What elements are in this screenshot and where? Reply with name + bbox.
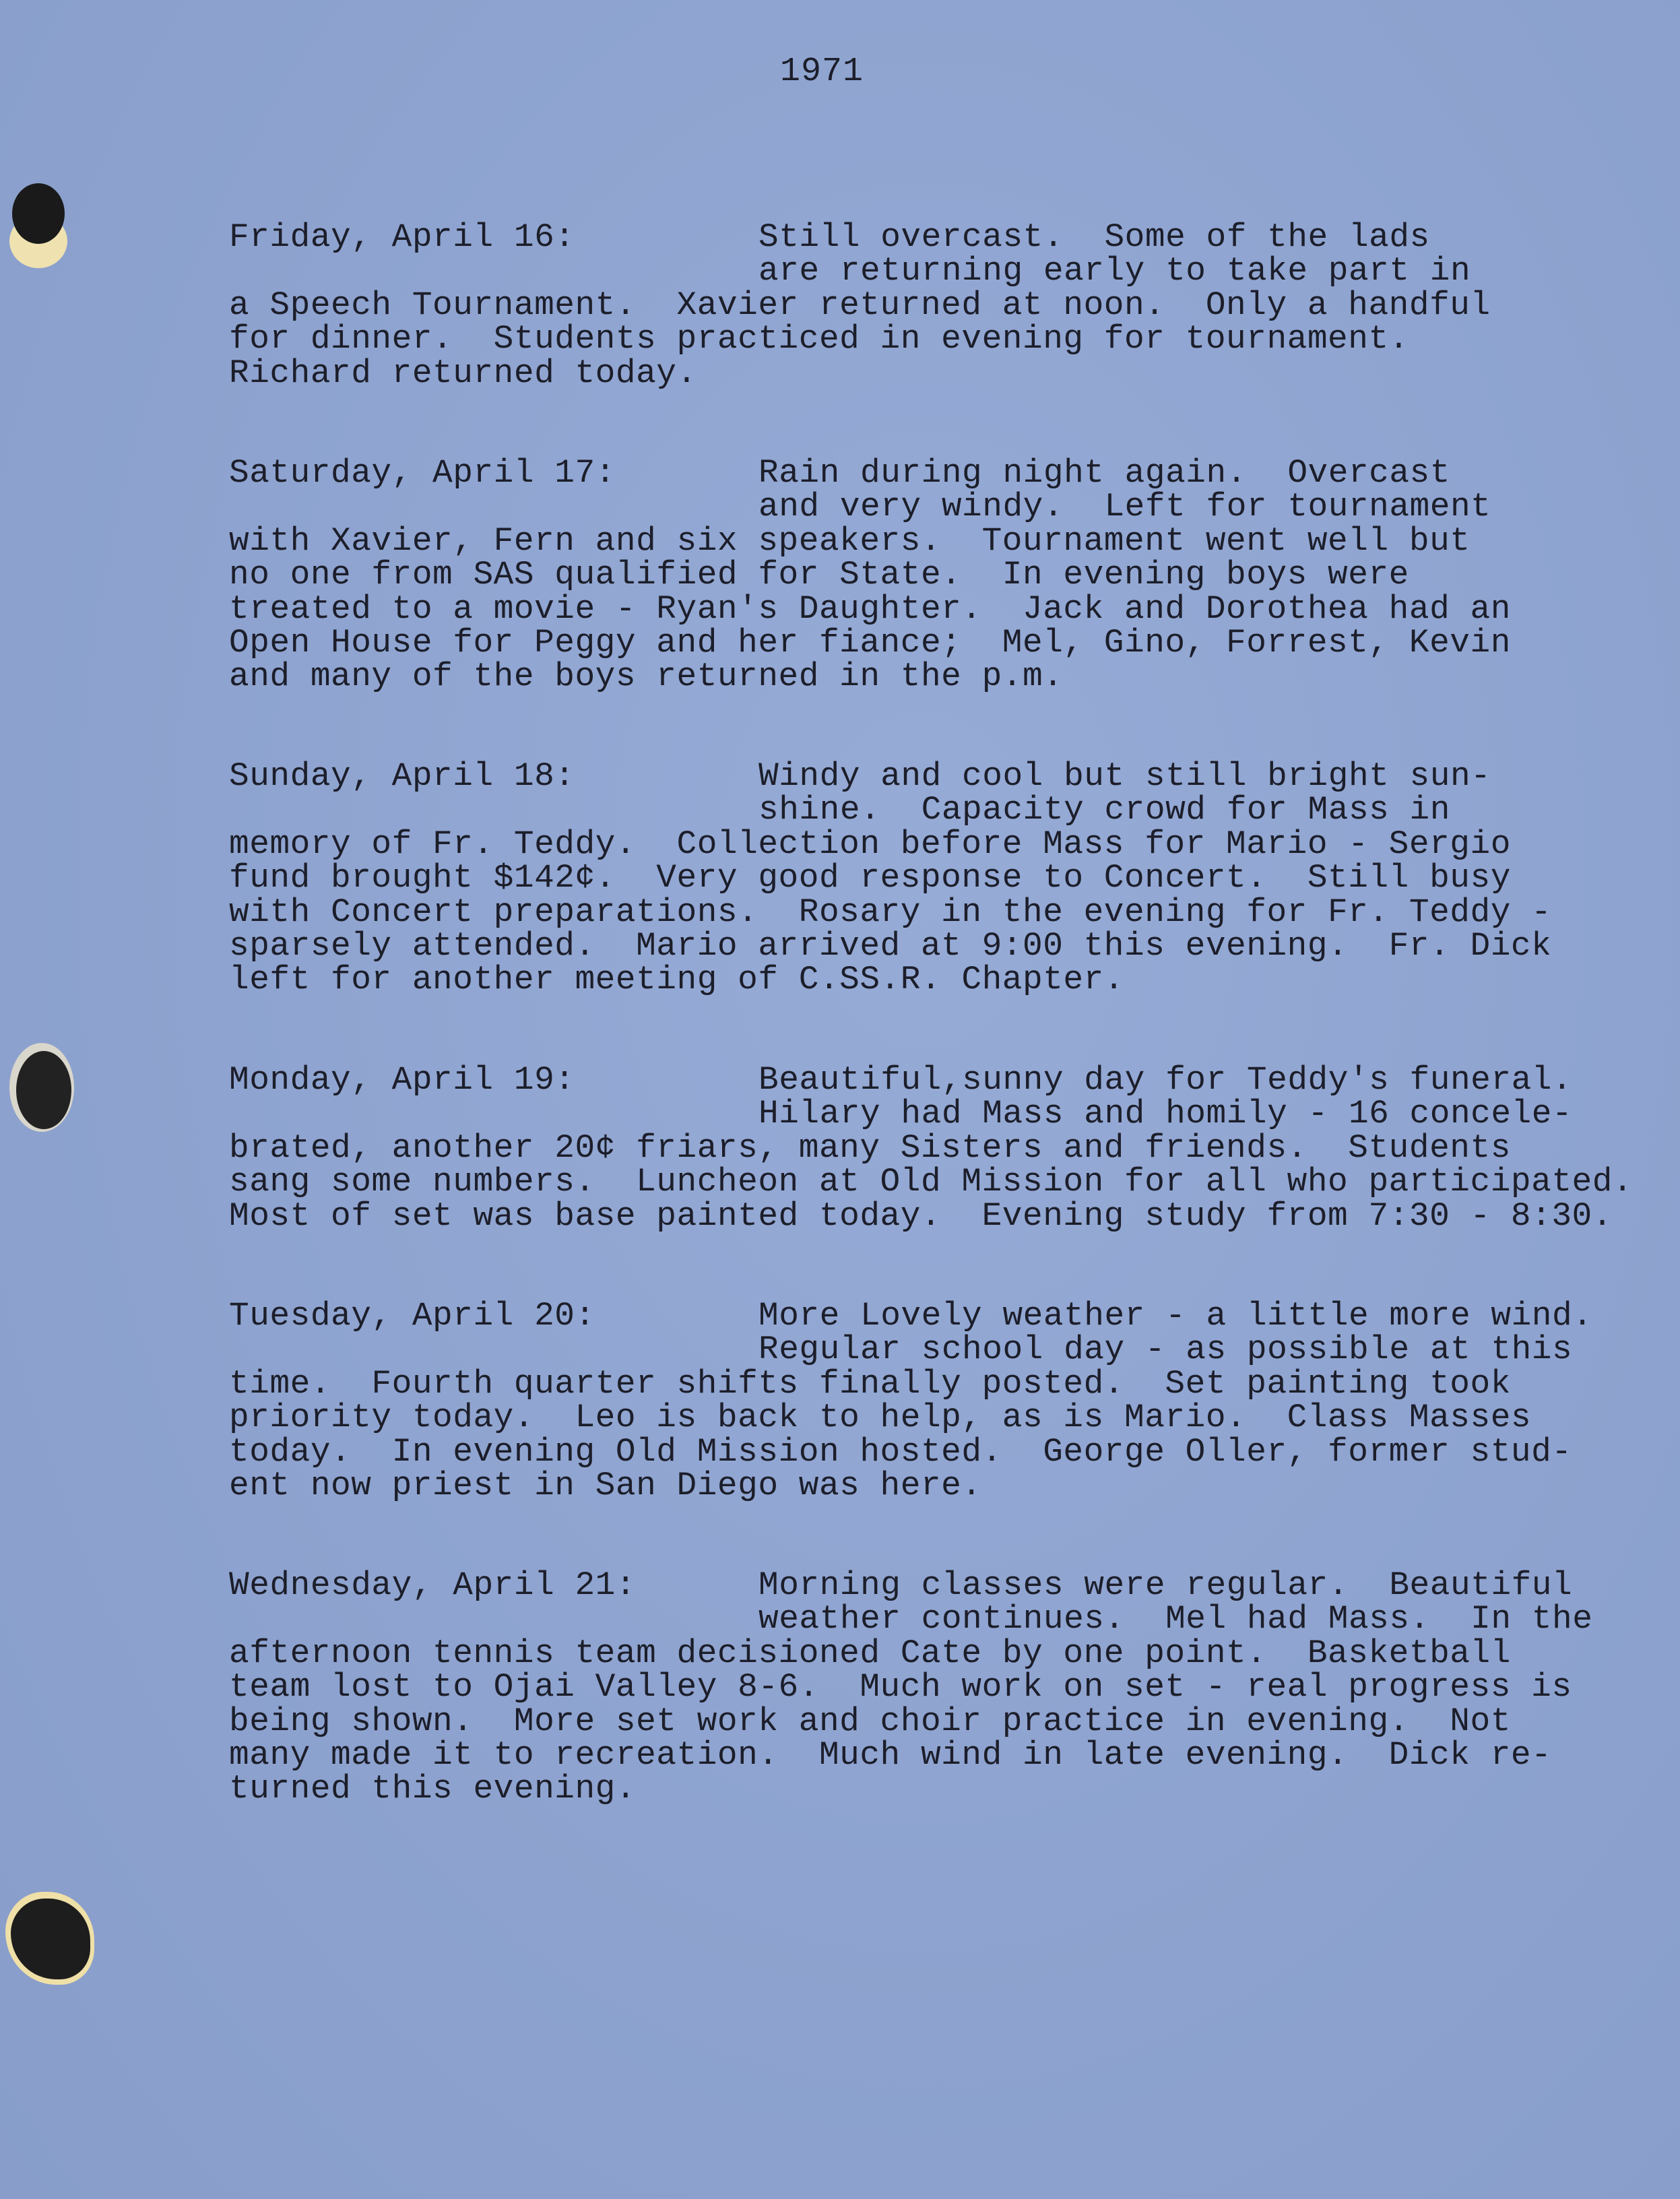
entry-line: today. In evening Old Mission hosted. George Oller, former stud- xyxy=(229,1432,1572,1471)
entry-heading xyxy=(229,1568,1657,1602)
entry-second-line: weather continues. Mel had Mass. In the xyxy=(758,1600,1593,1638)
entry-line: time. Fourth quarter shifts finally posted. Set painting took xyxy=(229,1364,1511,1403)
entry-second-line: Hilary had Mass and homily - 16 concele- xyxy=(758,1095,1573,1133)
entry-heading xyxy=(229,759,1657,793)
entry-line: with Xavier, Fern and six speakers. Tournament went well but xyxy=(229,521,1471,560)
page-year: 1971 xyxy=(779,53,864,91)
entry-line: and many of the boys returned in the p.m. xyxy=(229,658,1064,696)
entry-first-line: Still overcast. Some of the lads xyxy=(758,218,1430,256)
entry-line: sparsely attended. Mario arrived at 9:00 this evening. Fr. Dick xyxy=(229,927,1552,965)
entry-line: Richard returned today. xyxy=(229,354,697,392)
entry-line: team lost to Ojai Valley 8-6. Much work on set - real progress is xyxy=(229,1668,1572,1707)
entry-line: brated, another 20¢ friars, many Sisters and friends. Students xyxy=(229,1128,1511,1167)
entry-line: a Speech Tournament. Xavier returned at noon. Only a handful xyxy=(229,286,1491,324)
entry-date: Saturday, April 17: xyxy=(229,454,616,492)
entry-heading xyxy=(229,456,1657,490)
entry-second-line: and very windy. Left for tournament xyxy=(758,488,1491,526)
entry-line: sang some numbers. Luncheon at Old Mission for all who participated. xyxy=(229,1163,1634,1201)
entry-line: being shown. More set work and choir practice in evening. Not xyxy=(229,1702,1511,1740)
diary-entry xyxy=(229,1568,1657,1806)
entry-line: many made it to recreation. Much wind in late evening. Dick re- xyxy=(229,1736,1552,1775)
punch-hole-top xyxy=(12,183,65,244)
entry-date: Tuesday, April 20: xyxy=(229,1297,595,1335)
entry-first-line: Beautiful,sunny day for Teddy's funeral. xyxy=(758,1061,1573,1099)
entry-line: memory of Fr. Teddy. Collection before Mass for Mario - Sergio xyxy=(229,825,1511,863)
diary-entry xyxy=(229,1063,1657,1233)
entry-line: no one from SAS qualified for State. In evening boys were xyxy=(229,556,1409,594)
entry-second-line: are returning early to take part in xyxy=(758,252,1471,290)
entry-line: for dinner. Students practiced in evening for tournament. xyxy=(229,320,1409,358)
entry-first-line: Rain during night again. Overcast xyxy=(758,454,1450,492)
entry-date: Monday, April 19: xyxy=(229,1061,575,1099)
entry-line: turned this evening. xyxy=(229,1770,637,1808)
entry-line: treated to a movie - Ryan's Daughter. Jack and Dorothea had an xyxy=(229,589,1511,628)
entry-second-line: shine. Capacity crowd for Mass in xyxy=(758,791,1450,829)
entry-date: Friday, April 16: xyxy=(229,218,575,256)
entry-first-line: Morning classes were regular. Beautiful xyxy=(758,1566,1573,1604)
entry-line: priority today. Leo is back to help, as is Mario. Class Masses xyxy=(229,1399,1532,1437)
entry-line: with Concert preparations. Rosary in the evening for Fr. Teddy - xyxy=(229,893,1552,931)
entry-first-line: Windy and cool but still bright sun- xyxy=(758,757,1491,795)
entry-line: afternoon tennis team decisioned Cate by one point. Basketball xyxy=(229,1634,1511,1672)
entry-date: Sunday, April 18: xyxy=(229,757,575,795)
punch-hole-middle xyxy=(16,1051,71,1129)
entry-date: Wednesday, April 21: xyxy=(229,1566,637,1604)
diary-entry xyxy=(229,759,1657,997)
diary-entry xyxy=(229,456,1657,694)
entry-line: Open House for Peggy and her fiance; Mel, Gino, Forrest, Kevin xyxy=(229,624,1511,662)
entry-line: left for another meeting of C.SS.R. Chapter. xyxy=(229,961,1125,999)
diary-entry xyxy=(229,220,1657,390)
entry-heading xyxy=(229,1063,1657,1097)
entry-second-line: Regular school day - as possible at this xyxy=(758,1331,1573,1369)
entry-first-line: More Lovely weather - a little more wind. xyxy=(758,1297,1593,1335)
entry-line: Most of set was base painted today. Evening study from 7:30 - 8:30. xyxy=(229,1197,1613,1235)
entry-heading xyxy=(229,1299,1657,1333)
entry-line: ent now priest in San Diego was here. xyxy=(229,1467,982,1505)
entry-heading xyxy=(229,220,1657,254)
entry-line: fund brought $142¢. Very good response to Concert. Still busy xyxy=(229,859,1511,897)
diary-entry xyxy=(229,1297,1657,1505)
